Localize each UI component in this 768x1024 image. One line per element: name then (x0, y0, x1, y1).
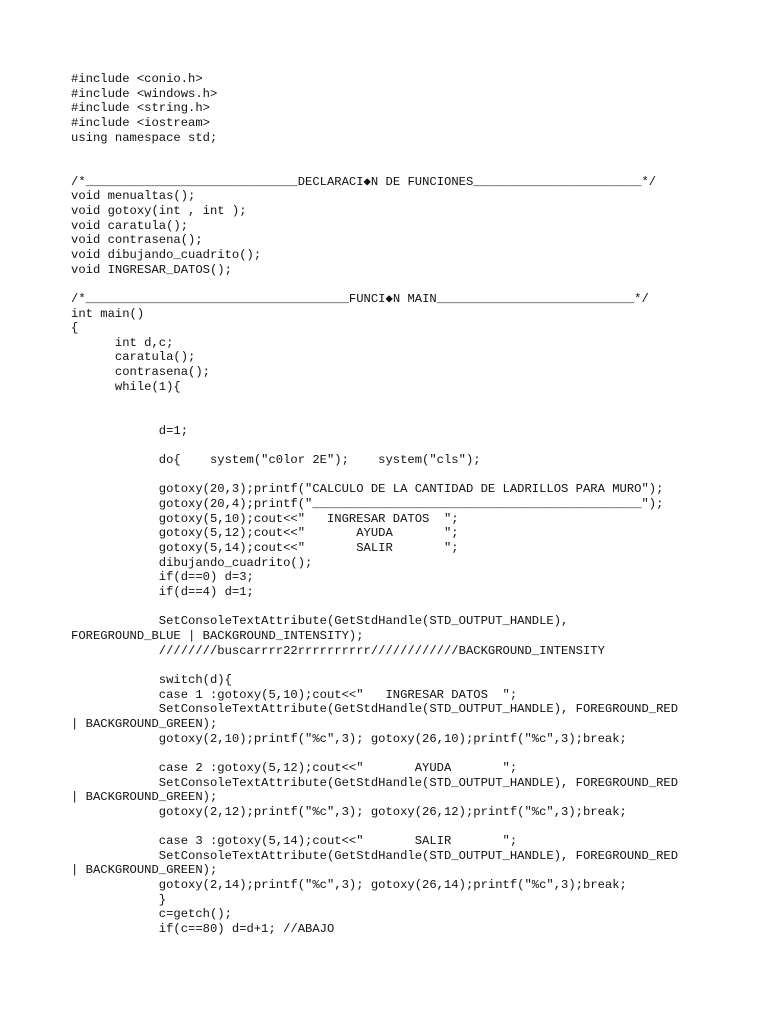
code-line: void gotoxy(int , int ); (71, 203, 247, 218)
code-line: gotoxy(2,14);printf("%c",3); gotoxy(26,14);printf("%c",3);break; (71, 878, 627, 893)
code-line: #include <iostream> (71, 115, 210, 130)
code-line: caratula(); (71, 350, 196, 365)
code-line: } (71, 892, 167, 907)
code-line: SetConsoleTextAttribute(GetStdHandle(STD_OUTPUT_HANDLE), (71, 614, 569, 629)
code-line: gotoxy(2,12);printf("%c",3); gotoxy(26,12);printf("%c",3);break; (71, 804, 627, 819)
code-line: SetConsoleTextAttribute(GetStdHandle(STD_OUTPUT_HANDLE), FOREGROUND_RED (71, 848, 679, 863)
code-line: case 2 :gotoxy(5,12);cout<<" AYUDA "; (71, 760, 518, 775)
code-line: if(c==80) d=d+1; //ABAJO (71, 922, 335, 937)
code-line: if(d==0) d=3; (71, 570, 254, 585)
code-line (71, 600, 731, 615)
code-line (71, 819, 731, 834)
code-line: case 3 :gotoxy(5,14);cout<<" SALIR "; (71, 834, 518, 849)
code-line: do{ system("c0lor 2E"); system("cls"); (71, 453, 481, 468)
source-code-listing (71, 72, 731, 937)
code-line: switch(d){ (71, 672, 232, 687)
code-line: void dibujando_cuadrito(); (71, 247, 262, 262)
code-line: #include <windows.h> (71, 86, 218, 101)
code-line: void contrasena(); (71, 233, 203, 248)
code-line: dibujando_cuadrito(); (71, 555, 313, 570)
code-line: void menualtas(); (71, 189, 196, 204)
code-line: if(d==4) d=1; (71, 584, 254, 599)
code-line: gotoxy(5,14);cout<<" SALIR "; (71, 541, 459, 555)
code-line (71, 394, 731, 409)
code-line: using namespace std; (71, 130, 218, 145)
code-line: #include <conio.h> (71, 72, 203, 86)
code-line: c=getch(); (71, 907, 232, 922)
code-line: { (71, 321, 79, 336)
code-line: #include <string.h> (71, 101, 210, 116)
code-line: ////////buscarrrr22rrrrrrrrrr////////////BACKGROUND_INTENSITY (71, 643, 605, 658)
code-line: gotoxy(20,4);printf("_____________________________________________"); (71, 497, 664, 512)
code-line: int d,c; (71, 335, 174, 350)
code-line: void caratula(); (71, 218, 189, 233)
code-line: contrasena(); (71, 365, 210, 380)
code-line (71, 277, 731, 292)
code-line (71, 145, 731, 160)
code-line: int main() (71, 306, 145, 321)
code-line: SetConsoleTextAttribute(GetStdHandle(STD_OUTPUT_HANDLE), FOREGROUND_RED (71, 702, 679, 717)
code-line (71, 160, 731, 175)
code-line: FOREGROUND_BLUE | BACKGROUND_INTENSITY); (71, 628, 364, 643)
code-line: | BACKGROUND_GREEN); (71, 716, 218, 731)
code-line: gotoxy(2,10);printf("%c",3); gotoxy(26,10);printf("%c",3);break; (71, 731, 627, 746)
code-line (71, 746, 731, 761)
code-line (71, 658, 731, 673)
code-line: d=1; (71, 423, 189, 438)
code-line (71, 438, 731, 453)
code-line: /*_____________________________DECLARACI◆N DE FUNCIONES_______________________*/ (71, 174, 657, 189)
code-line: case 1 :gotoxy(5,10);cout<<" INGRESAR DATOS "; (71, 687, 518, 702)
code-line: | BACKGROUND_GREEN); (71, 863, 218, 878)
code-line: SetConsoleTextAttribute(GetStdHandle(STD_OUTPUT_HANDLE), FOREGROUND_RED (71, 775, 679, 790)
code-line (71, 468, 731, 483)
code-line (71, 409, 731, 424)
code-line: gotoxy(20,3);printf("CALCULO DE LA CANTIDAD DE LADRILLOS PARA MURO"); (71, 482, 664, 497)
code-line: while(1){ (71, 379, 181, 394)
code-line: gotoxy(5,10);cout<<" INGRESAR DATOS "; (71, 511, 459, 526)
code-line: /*____________________________________FUNCI◆N MAIN___________________________*/ (71, 291, 649, 306)
code-line: void INGRESAR_DATOS(); (71, 262, 232, 277)
code-line: | BACKGROUND_GREEN); (71, 790, 218, 805)
code-line: gotoxy(5,12);cout<<" AYUDA "; (71, 526, 459, 541)
